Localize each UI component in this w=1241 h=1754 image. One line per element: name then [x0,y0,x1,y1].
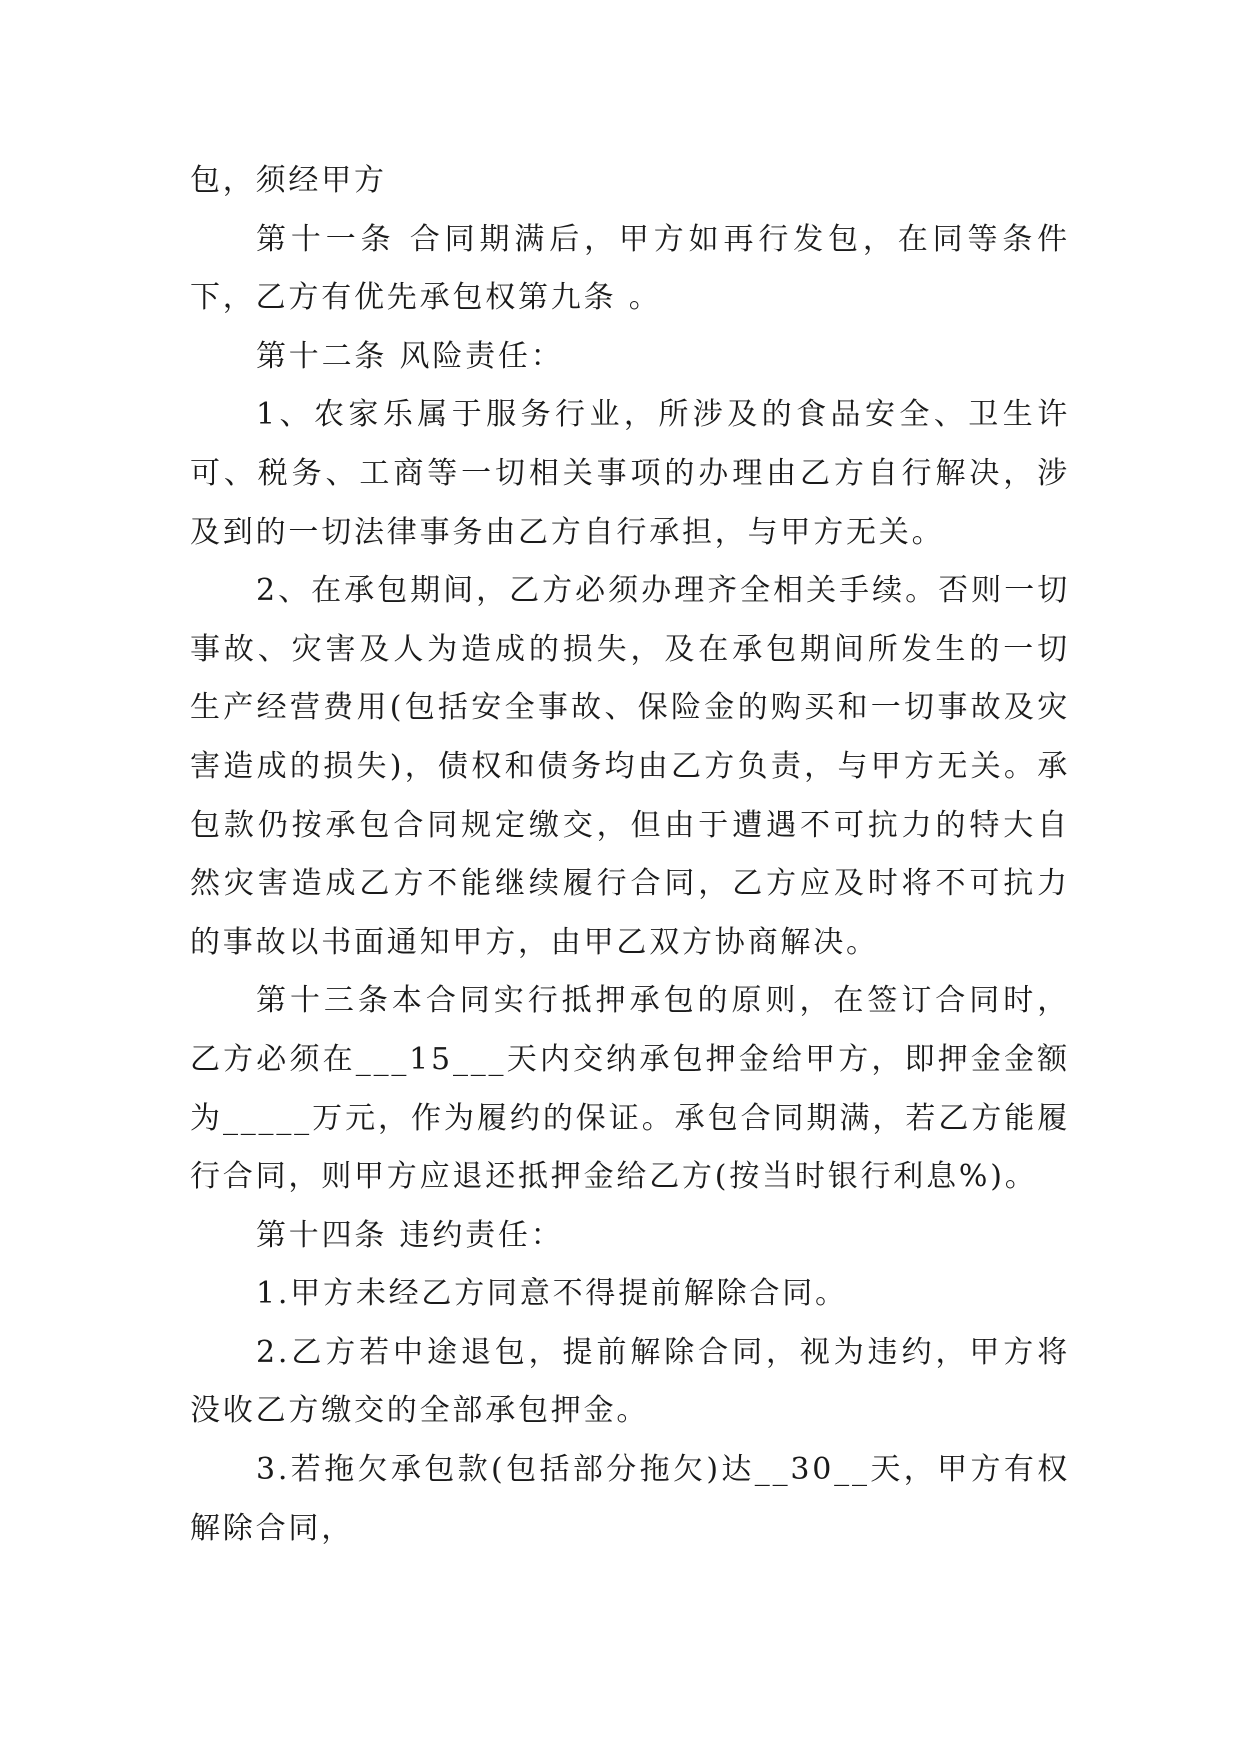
paragraph-article-14-item-2: 2.乙方若中途退包，提前解除合同，视为违约，甲方将没收乙方缴交的全部承包押金。 [190,1334,1070,1429]
paragraph-continuation: 包，须经甲方 [190,163,387,198]
paragraph-article-12-item-1: 1、农家乐属于服务行业，所涉及的食品安全、卫生许可、税务、工商等一切相关事项的办理由乙方自行解决，涉及到的一切法律事务由乙方自行承担，与甲方无关。 [190,397,1070,550]
paragraph-article-12-heading: 第十二条 风险责任： [256,338,564,374]
paragraph-article-12-item-2: 2、在承包期间，乙方必须办理齐全相关手续。否则一切事故、灾害及人为造成的损失，及在承包期间所发生的一切生产经营费用(包括安全事故、保险金的购买和一切事故及灾害造成的损失)，债权和债务均由乙方负责，与甲方无关。承包款仍按承包合同规定缴交，但由于遭遇不可抗力的特大自然灾害造成乙方不能继续履行合同，乙方应及时将不可抗力的事故以书面通知甲方，由甲乙双方协商解决。 [190,573,1070,960]
paragraph-article-14-item-3: 3.若拖欠承包款(包括部分拖欠)达__30__天，甲方有权解除合同， [190,1452,1070,1546]
paragraph-article-13: 第十三条本合同实行抵押承包的原则，在签订合同时，乙方必须在___15___天内交纳承包押金给甲方，即押金金额为_____万元，作为履约的保证。承包合同期满，若乙方能履行合同，则甲方应退还抵押金给乙方(按当时银行利息%)。 [190,983,1070,1195]
paragraph-article-14-item-1: 1.甲方未经乙方同意不得提前解除合同。 [256,1276,848,1312]
document-body [190,152,1070,1558]
paragraph-article-14-heading: 第十四条 违约责任： [256,1217,564,1253]
paragraph-article-11: 第十一条 合同期满后，甲方如再行发包，在同等条件下，乙方有优先承包权第九条 。 [190,221,1070,316]
